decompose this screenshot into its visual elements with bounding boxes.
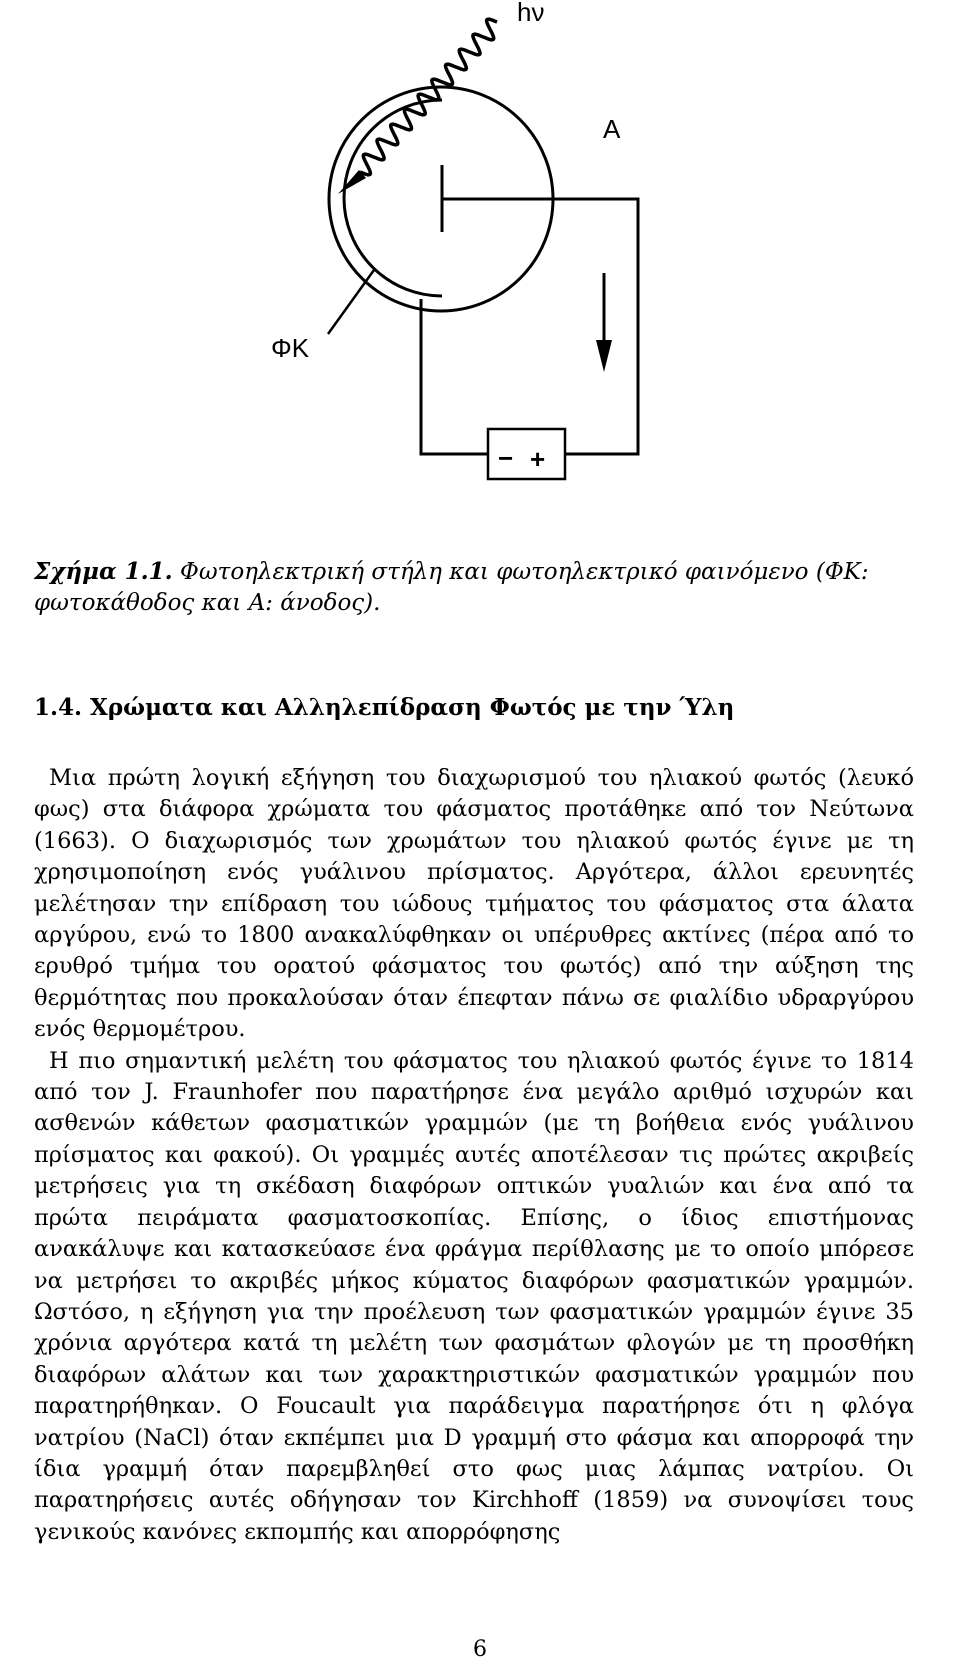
page-number: 6	[473, 1637, 487, 1662]
paragraph: Μια πρώτη λογική εξήγηση του διαχωρισμού του ηλιακού φωτός (λευκό φως) στα διάφορα χρώματα του φάσματος προτάθηκε από τον Νεύτωνα (1663). Ο διαχωρισμός των χρωμάτων του ηλιακού φωτός έγινε με τη χρησιμοποίηση ενός γυάλινου πρίσματος. Αργότερα, άλλοι ερευνητές μελέτησαν την επίδραση του ιώδους τμήματος του φάσματος στα άλατα αργύρου, ενώ το 1800 ανακαλύφθηκαν οι υπέρυθρες ακτίνες (πέρα από το ερυθρό τμήμα του ορατού φάσματος του φωτός) από την αύξηση της θερμότητας που προκαλούσαν όταν έπεφταν πάνω σε φιαλίδιο υδραργύρου ενός θερμομέτρου.	[34, 765, 914, 1043]
anode-label: A	[603, 114, 621, 144]
photocell-diagram	[0, 0, 960, 560]
photon-wave	[360, 19, 497, 175]
body-text	[34, 763, 914, 1548]
paragraph: Η πιο σημαντική μελέτη του φάσματος του ηλιακού φωτός έγινε το 1814 από τον J. Fraunhofer που παρατήρησε ένα μεγάλο αριθμό ισχυρών και ασθενών κάθετων φασματικών γραμμών (με τη βοήθεια ενός γυάλινου πρίσματος και φακού). Οι γραμμές αυτές αποτέλεσαν τις πρώτες ακριβείς μετρήσεις για τη σκέδαση διαφόρων οπτικών γυαλιών και ένα από τα πρώτα πειράματα φασματοσκοπίας. Επίσης, ο ίδιος επιστήμονας ανακάλυψε και κατασκεύασε ένα φράγμα περίθλασης με το οποίο μπόρεσε να μετρήσει το ακριβές μήκος κύματος διαφόρων φασματικών γραμμών. Ωστόσο, η εξήγηση για την προέλευση των φασματικών γραμμών έγινε 35 χρόνια αργότερα κατά τη μελέτη των φασμάτων φλογών με τη προσθήκη διαφόρων αλάτων και των χαρακτηριστικών φασματικών γραμμών που παρατηρήθηκαν. Ο Foucault για παράδειγμα παρατήρησε ότι η φλόγα νατρίου (NaCl) όταν εκπέμπει μια D γραμμή στο φάσμα και απορροφά την ίδια γραμμή όταν παρεμβληθεί στο φως μιας λάμπας νατρίου. Οι παρατηρήσεις αυτές οδήγησαν τον Kirchhoff (1859) να συνοψίσει τους γενικούς κανόνες εκπομπής και απορρόφησης	[34, 1047, 914, 1545]
anode-wire	[442, 199, 638, 454]
photon-arrowhead	[338, 170, 366, 194]
cathode-wire	[421, 299, 488, 454]
figure-caption-label: Σχήμα 1.1.	[34, 558, 173, 585]
section-heading: 1.4. Χρώματα και Αλληλεπίδραση Φωτός με την Ύλη	[34, 694, 735, 721]
battery-minus-sign: −	[498, 443, 514, 473]
figure-caption	[34, 556, 914, 619]
photon-label: hν	[517, 0, 545, 27]
figure-caption-text: Φωτοηλεκτρική στήλη και φωτοηλεκτρικό φαινόμενο (ΦΚ: φωτοκάθοδος και Α: άνοδος).	[34, 559, 869, 616]
cathode-label: ΦΚ	[271, 333, 310, 363]
cathode-pointer-line	[328, 270, 374, 334]
battery-plus-sign: +	[530, 444, 546, 474]
current-arrowhead	[596, 340, 612, 372]
